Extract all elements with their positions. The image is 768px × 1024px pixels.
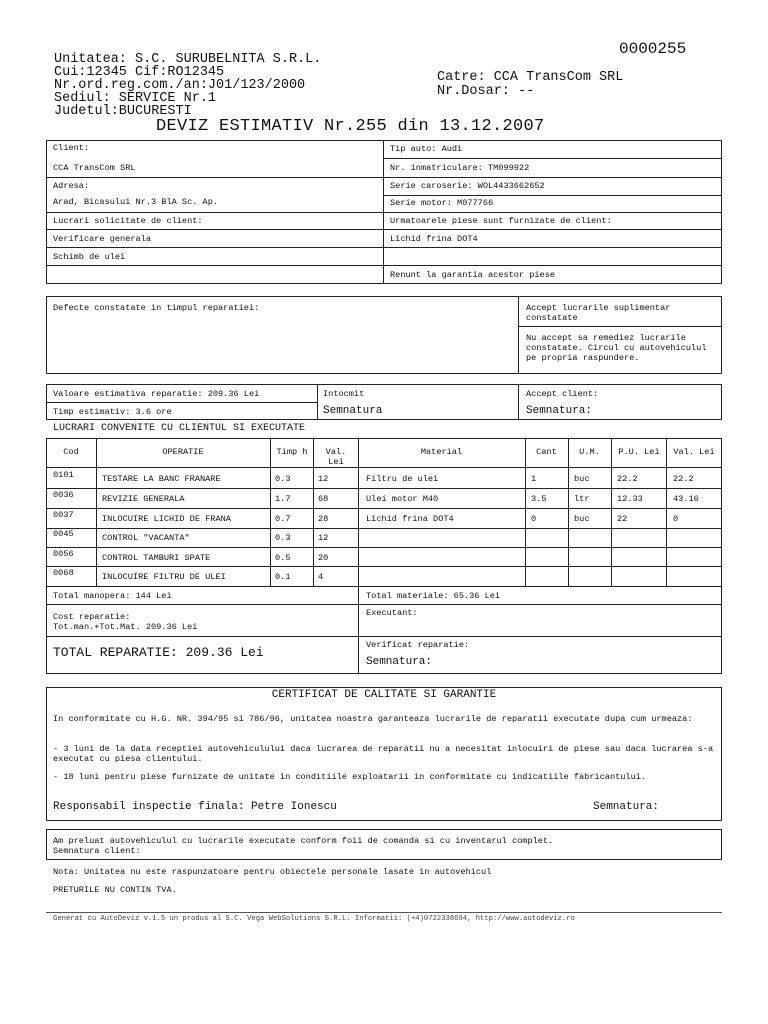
warranty-18-months: - 18 luni pentru piese furnizate de unitate in conditiile exploatarii in conformitate cu indicatiile fabricantului. bbox=[53, 772, 647, 782]
client-accept-signature: Semnatura: bbox=[526, 405, 593, 417]
row-value: 68 bbox=[318, 494, 329, 504]
row-operation: CONTROL TAMBURI SPATE bbox=[102, 553, 211, 563]
row-value: 20 bbox=[318, 553, 329, 563]
address-value: Arad, Bicasului Nr.3 BlA Sc. Ap. bbox=[53, 197, 219, 207]
client-label: Client: bbox=[53, 143, 90, 153]
row-code: 0068 bbox=[53, 568, 74, 578]
row-unit-price: 12.33 bbox=[617, 494, 643, 504]
col-header-unit-price: P.U. Lei bbox=[618, 447, 660, 457]
requested-label: Lucrari solicitate de client: bbox=[53, 216, 203, 226]
receipt-client-signature: Semnatura client: bbox=[53, 846, 141, 856]
row-code: 0056 bbox=[53, 549, 74, 559]
row-operation: TESTARE LA BANC FRANARE bbox=[102, 474, 221, 484]
row-unit-price: 22.2 bbox=[617, 474, 638, 484]
total-labour: Total manopera: 144 Lei bbox=[53, 591, 172, 601]
row-value: 12 bbox=[318, 533, 329, 543]
warranty-waiver: Renunt la garantia acestor piese bbox=[390, 270, 556, 280]
estimate-value: Valoare estimativa reparatie: 209.36 Lei bbox=[53, 389, 260, 399]
row-material: Ulei motor M40 bbox=[366, 494, 439, 504]
row-code: 0101 bbox=[53, 470, 74, 480]
row-operation: INLOCUIRE FILTRU DE ULEI bbox=[102, 572, 226, 582]
row-operation: REVIZIE GENERALA bbox=[102, 494, 185, 504]
col-header-quantity: Cant bbox=[536, 447, 557, 457]
col-header-value: Val. Lei bbox=[325, 447, 347, 467]
row-quantity: 1 bbox=[531, 474, 537, 484]
certificate-intro: In conformitate cu H.G. NR. 394/95 si 786/96, unitatea noastra garanteaza lucrarile de reparatii executate dupa cum urmeaza: bbox=[53, 714, 693, 724]
row-value: 4 bbox=[318, 572, 324, 582]
requested-item: Verificare generala bbox=[53, 234, 151, 244]
footer: Generat cu AutoDeviz v.1.5 un produs al S.C. Vega WebSolutions S.R.L. Informatii: (+4)0722338694, http://www.autodeviz.ro bbox=[53, 915, 575, 923]
row-operation: CONTROL "VACANTA" bbox=[102, 533, 190, 543]
parts-label: Urmatoarele piese sunt furnizate de client: bbox=[390, 216, 612, 226]
row-unit: buc bbox=[574, 474, 590, 484]
recipient-file: Nr.Dosar: -- bbox=[437, 84, 535, 99]
vat-notice: PRETURILE NU CONTIN TVA. bbox=[53, 885, 177, 895]
defects-label: Defecte constatate in timpul reparatiei: bbox=[53, 303, 260, 313]
requested-item: Schimb de ulei bbox=[53, 252, 126, 262]
car-type: Tip auto: Audi bbox=[390, 144, 463, 154]
plate-number: Nr. inmatriculare: TM099922 bbox=[390, 163, 530, 173]
row-time: 0.7 bbox=[275, 514, 291, 524]
accept-extra-works: Accept lucrarile suplimentar constatate bbox=[526, 303, 671, 323]
row-time: 1.7 bbox=[275, 494, 291, 504]
row-material-value: 43.16 bbox=[673, 494, 699, 504]
row-material: Lichid frina DOT4 bbox=[366, 514, 454, 524]
drawn-up-label: Intocmit bbox=[323, 389, 365, 399]
drawn-up-signature: Semnatura bbox=[323, 405, 383, 417]
works-title: LUCRARI CONVENITE CU CLIENTUL SI EXECUTATE bbox=[53, 423, 306, 434]
address-label: Adresa: bbox=[53, 181, 90, 191]
col-header-unit: U.M. bbox=[579, 447, 600, 457]
document-number: 0000255 bbox=[619, 40, 687, 58]
company-reg: Nr.ord.reg.com./an:J01/123/2000 bbox=[54, 78, 306, 93]
row-code: 0045 bbox=[53, 529, 74, 539]
warranty-3-months: - 3 luni de la data receptiei autovehiculului daca lucrarea de reparatii nu a necesitat inlocuiri de piese sau daca lucrarea s-a executat cu piesa clientului. bbox=[53, 744, 714, 764]
estimate-time: Timp estimativ: 3.6 ore bbox=[53, 407, 172, 417]
works-table bbox=[46, 438, 722, 587]
note: Nota: Unitatea nu este raspunzatoare pentru obiectele personale lasate in autovehicul bbox=[53, 867, 492, 877]
total-repair: TOTAL REPARATIE: 209.36 Lei bbox=[53, 645, 264, 660]
col-header-time: Timp h bbox=[276, 447, 308, 457]
company-unit: Unitatea: S.C. SURUBELNITA S.R.L. bbox=[54, 52, 322, 67]
certificate-title: CERTIFICAT DE CALITATE SI GARANTIE bbox=[271, 689, 497, 701]
reject-extra-works: Nu accept sa remediez lucrarile constatate. Circul cu autovehiculul pe propria raspundere. bbox=[526, 333, 707, 363]
chassis-series: Serie caroserie: WOL4433662652 bbox=[390, 181, 545, 191]
col-header-operation: OPERATIE bbox=[162, 447, 204, 457]
repair-cost-label: Cost reparatie: bbox=[53, 612, 131, 622]
recipient-to: Catre: CCA TransCom SRL bbox=[437, 70, 624, 85]
row-time: 0.3 bbox=[275, 474, 291, 484]
page-title: DEVIZ ESTIMATIV Nr.255 din 13.12.2007 bbox=[156, 117, 545, 136]
company-seat: Sediul: SERVICE Nr.1 bbox=[54, 91, 217, 106]
row-material-value: 0 bbox=[673, 514, 679, 524]
col-header-code: Cod bbox=[63, 447, 79, 457]
final-inspector: Responsabil inspectie finala: Petre Ionescu bbox=[53, 801, 337, 813]
client-accept-label: Accept client: bbox=[526, 389, 599, 399]
inspector-signature: Semnatura: bbox=[593, 801, 660, 813]
verified-label: Verificat reparatie: bbox=[366, 640, 470, 650]
total-materials: Total materiale: 65.36 Lei bbox=[366, 591, 501, 601]
row-unit: ltr bbox=[574, 494, 590, 504]
col-header-material-value: Val. Lei bbox=[673, 447, 715, 457]
company-cui: Cui:12345 Cif:RO12345 bbox=[54, 65, 225, 80]
row-code: 0036 bbox=[53, 490, 74, 500]
verified-signature: Semnatura: bbox=[366, 656, 433, 668]
repair-cost: Tot.man.+Tot.Mat. 209.36 Lei bbox=[53, 622, 198, 632]
company-county: Judetul:BUCURESTI bbox=[54, 104, 192, 119]
row-unit-price: 22 bbox=[617, 514, 628, 524]
col-header-material: Material bbox=[420, 447, 463, 457]
client-name: CCA TransCom SRL bbox=[53, 163, 136, 173]
row-material: Filtru de ulei bbox=[366, 474, 439, 484]
row-time: 0.5 bbox=[275, 553, 291, 563]
row-quantity: 0 bbox=[531, 514, 537, 524]
row-time: 0.3 bbox=[275, 533, 291, 543]
client-part-item: Lichid frina DOT4 bbox=[390, 234, 478, 244]
row-unit: buc bbox=[574, 514, 590, 524]
receipt-statement: Am preluat autovehiculul cu lucrarile executate conform foii de comanda si cu inventarul complet. bbox=[53, 836, 554, 846]
row-material-value: 22.2 bbox=[673, 474, 694, 484]
row-time: 0.1 bbox=[275, 572, 291, 582]
row-value: 12 bbox=[318, 474, 329, 484]
engine-series: Serie motor: M077766 bbox=[390, 198, 494, 208]
row-value: 28 bbox=[318, 514, 329, 524]
executant-label: Executant: bbox=[366, 608, 418, 618]
row-operation: INLOCUIRE LICHID DE FRANA bbox=[102, 514, 231, 524]
row-quantity: 3.5 bbox=[531, 494, 547, 504]
row-code: 0037 bbox=[53, 510, 74, 520]
